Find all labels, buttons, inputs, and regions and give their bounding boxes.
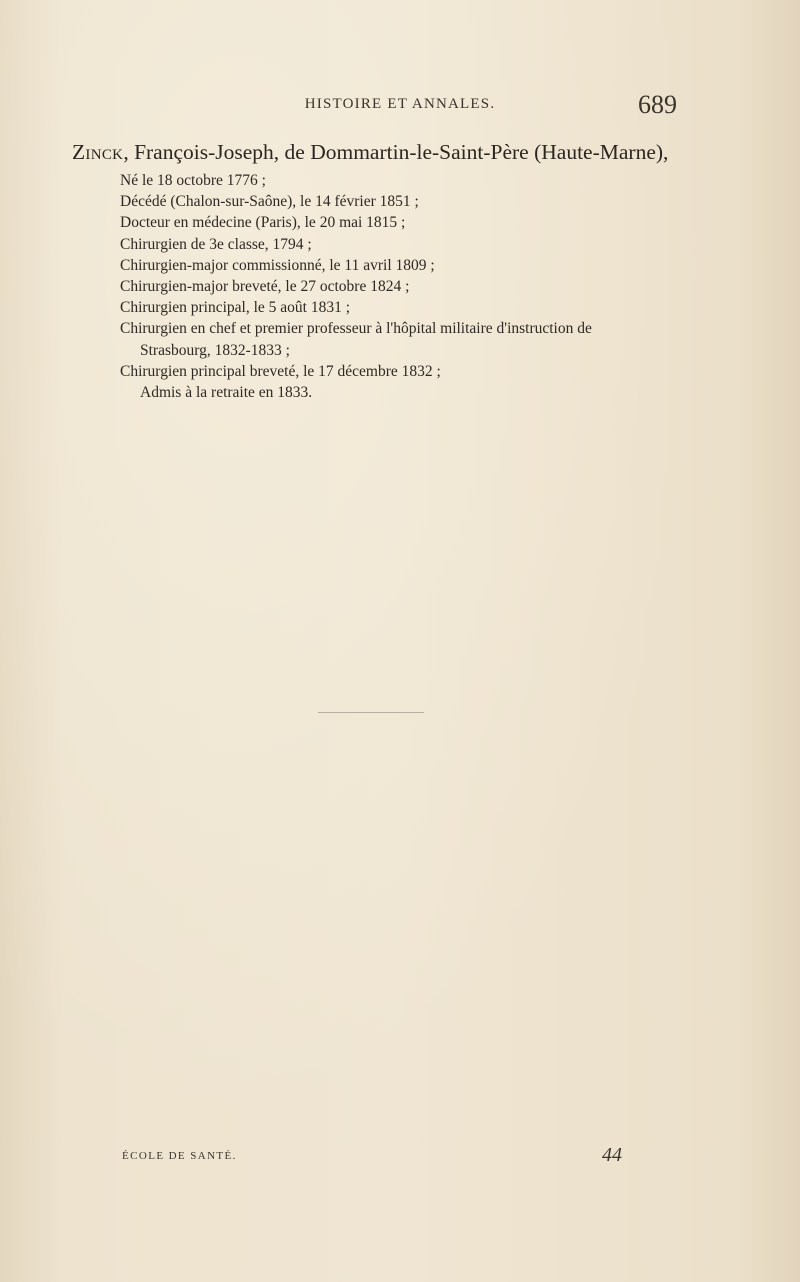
detail-line-continuation: Admis à la retraite en 1833. bbox=[140, 384, 313, 402]
detail-line: Chirurgien principal breveté, le 17 décembre 1832 ; bbox=[120, 362, 441, 380]
entry-heading bbox=[72, 138, 712, 166]
detail-line: Décédé (Chalon-sur-Saône), le 14 février 1851 ; bbox=[120, 193, 419, 211]
detail-line: Chirurgien de 3e classe, 1794 ; bbox=[120, 235, 312, 253]
section-rule bbox=[318, 712, 424, 713]
page-footer bbox=[0, 1144, 800, 1178]
detail-line-continuation: Strasbourg, 1832-1833 ; bbox=[140, 341, 290, 359]
detail-line: Chirurgien-major breveté, le 27 octobre 1824 ; bbox=[120, 278, 410, 296]
entry-surname: Zinck bbox=[72, 140, 124, 164]
detail-line: Chirurgien en chef et premier professeur à l'hôpital militaire d'instruction de bbox=[120, 320, 592, 338]
page-number: 689 bbox=[638, 90, 677, 119]
detail-line: Né le 18 octobre 1776 ; bbox=[120, 172, 266, 189]
detail-line: Chirurgien principal, le 5 août 1831 ; bbox=[120, 299, 351, 317]
entry-details bbox=[72, 170, 712, 403]
signature-mark: ÉCOLE DE SANTÉ. bbox=[122, 1150, 237, 1162]
running-title: HISTOIRE ET ANNALES. bbox=[304, 96, 496, 112]
detail-line: Chirurgien-major commissionné, le 11 avril 1809 ; bbox=[120, 256, 435, 274]
detail-line: Docteur en médecine (Paris), le 20 mai 1815 ; bbox=[120, 214, 406, 232]
biography-entry bbox=[72, 138, 712, 403]
entry-heading-rest: , François-Joseph, de Dommartin-le-Saint-Père (Haute-Marne), bbox=[123, 140, 669, 164]
sheet-number: 44 bbox=[602, 1144, 622, 1166]
page-header bbox=[0, 92, 800, 122]
